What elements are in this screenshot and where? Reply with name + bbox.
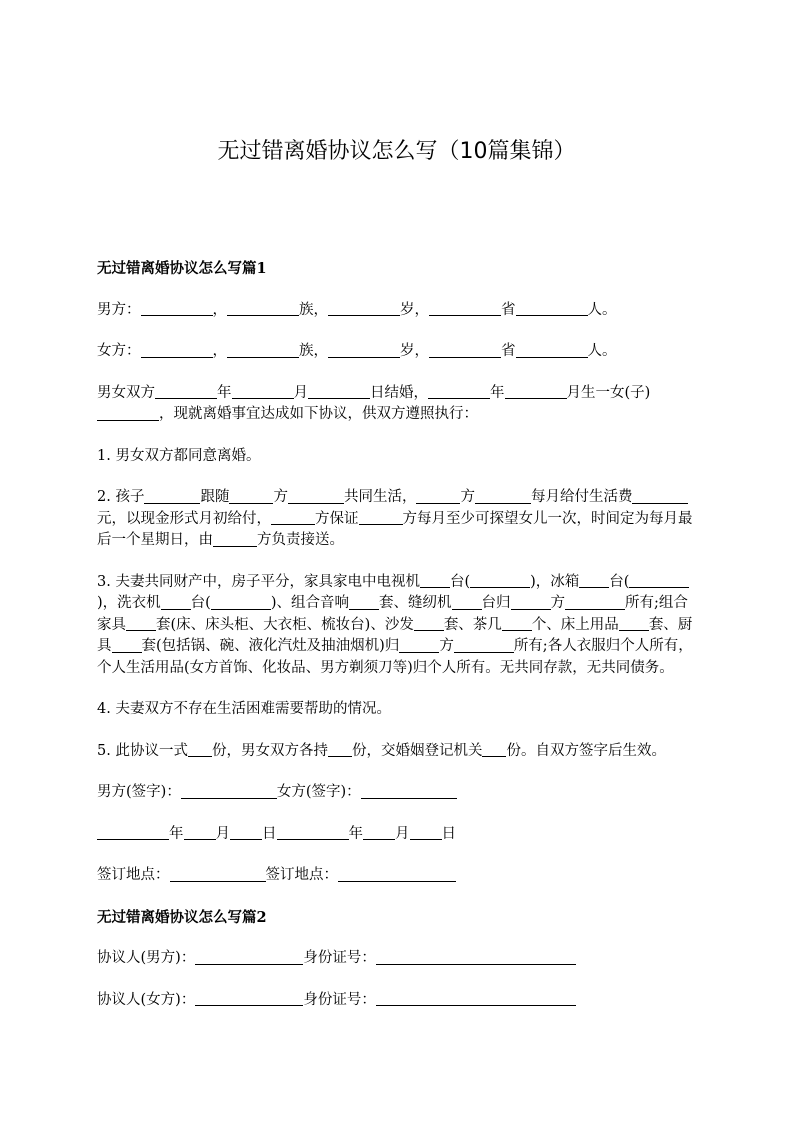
male-info-line: 男方： ， 族， 岁， 省 人。 (97, 301, 617, 318)
blank (181, 783, 277, 799)
blank (516, 300, 588, 316)
blank (227, 300, 299, 316)
blank (161, 594, 191, 610)
party-male-row: 协议人(男方)： 身份证号： (97, 948, 699, 970)
blank (429, 342, 501, 358)
blank (516, 342, 588, 358)
blank (428, 383, 490, 399)
blank (420, 572, 450, 588)
date-line: 年 月 日 年 月 日 (97, 824, 699, 846)
blank (376, 990, 576, 1006)
blank (363, 824, 395, 840)
blank (376, 949, 576, 965)
blank (170, 866, 266, 882)
clause-1: 1. 男女双方都同意离婚。 (97, 447, 261, 464)
party-female-row: 协议人(女方)： 身份证号： (97, 990, 699, 1012)
blank (632, 488, 688, 504)
blank (155, 383, 217, 399)
blank (126, 615, 156, 631)
clause-5: 5. 此协议一式 份，男女双方各持 份，交婚姻登记机关 份。自双方签字后生效。 (97, 742, 666, 759)
blank (195, 949, 303, 965)
marriage-intro-paragraph: 男女双方 年 月 日结婚， 年 月生一女(子)，现就离婚事宜达成如下协议，供双方遵照执行： (97, 384, 651, 422)
blank (359, 509, 403, 525)
blank (338, 866, 456, 882)
blank (470, 572, 530, 588)
blank (565, 594, 625, 610)
blank (227, 342, 299, 358)
blank (511, 594, 551, 610)
blank (452, 594, 482, 610)
blank (416, 488, 460, 504)
blank (502, 615, 532, 631)
signing-place-line: 签订地点： 签订地点： (97, 865, 699, 887)
blank (112, 637, 142, 653)
blank (414, 615, 444, 631)
blank (482, 741, 506, 757)
signature-line: 男方(签字)： 女方(签字)： (97, 782, 699, 804)
blank (195, 990, 303, 1006)
blank (188, 741, 212, 757)
clause-3: 3. 夫妻共同财产中，房子平分，家具家电中电视机 台( )，冰箱 台()，洗衣机 台( )、组合音响 套、缝纫机 台归 方 所有;组合家具 套(床、床头柜、大衣柜、梳妆台)、沙发 套、茶几 个、床上用品 套、厨具 套(包括锅、碗、液化汽灶及抽油烟机)归 方 所有;各人衣服归个人所有，个人生活用品(女方首饰、化妆品、男方剃须刀等)归个人所有。无共同存款，无共同债务。 (97, 573, 693, 676)
blank (328, 741, 352, 757)
section1-heading: 无过错离婚协议怎么写篇1 (97, 260, 267, 277)
blank (410, 824, 442, 840)
clause-4: 4. 夫妻双方不存在生活困难需要帮助的情况。 (97, 701, 391, 717)
female-info-line: 女方： ， 族， 岁， 省 人。 (97, 343, 617, 359)
blank (211, 594, 271, 610)
blank (308, 383, 370, 399)
blank (429, 300, 501, 316)
document-title: 无过错离婚协议怎么写（10篇集锦） (217, 139, 576, 164)
blank (184, 824, 216, 840)
blank (349, 594, 379, 610)
blank (232, 383, 294, 399)
blank (328, 342, 400, 358)
blank (97, 824, 169, 840)
blank (213, 531, 257, 547)
blank (271, 509, 315, 525)
blank (141, 300, 213, 316)
blank (579, 572, 609, 588)
blank (277, 824, 349, 840)
blank (328, 300, 400, 316)
blank (288, 488, 344, 504)
blank (629, 572, 689, 588)
section2-heading: 无过错离婚协议怎么写篇2 (97, 908, 267, 926)
blank (229, 488, 273, 504)
blank (475, 488, 531, 504)
blank (505, 383, 567, 399)
document-body (97, 258, 699, 1011)
blank (141, 342, 213, 358)
blank (230, 824, 262, 840)
blank (361, 783, 457, 799)
clause-2: 2. 孩子 跟随 方 共同生活， 方 每月给付生活费元，以现金形式月初给付， 方保证 方每月至少可探望女儿一次，时间定为每月最后一个星期日，由 方负责接送。 (97, 489, 693, 548)
blank (619, 615, 649, 631)
blank (97, 405, 159, 421)
blank (399, 637, 439, 653)
blank (144, 488, 200, 504)
blank (454, 637, 514, 653)
